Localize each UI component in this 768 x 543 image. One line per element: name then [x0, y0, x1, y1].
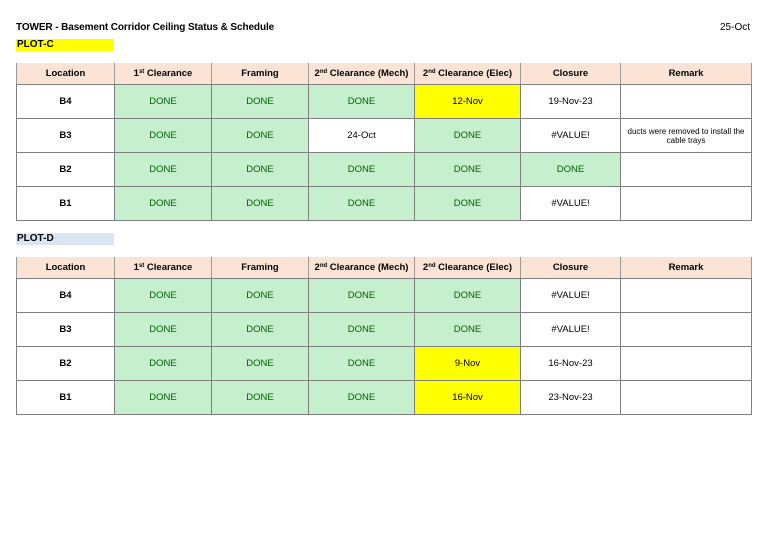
- status-cell: DONE: [309, 279, 415, 313]
- location-cell: B2: [17, 347, 115, 381]
- header-remark: Remark: [621, 257, 752, 279]
- status-cell: DONE: [115, 279, 212, 313]
- status-cell: DONE: [309, 85, 415, 119]
- table-row: [17, 279, 752, 313]
- status-cell: DONE: [212, 381, 309, 415]
- table-row: [17, 313, 752, 347]
- status-cell: DONE: [212, 85, 309, 119]
- header-remark: Remark: [621, 63, 752, 85]
- table-row: [17, 187, 752, 221]
- scheduled-date-cell: 9-Nov: [415, 347, 521, 381]
- status-cell: DONE: [415, 187, 521, 221]
- table-header-row: [17, 63, 752, 85]
- status-cell: DONE: [212, 187, 309, 221]
- location-cell: B3: [17, 313, 115, 347]
- remark-cell: ducts were removed to install the cable trays: [621, 119, 752, 153]
- table-row: [17, 85, 752, 119]
- header-second-clearance-elec: 2nd Clearance (Elec): [415, 63, 521, 85]
- status-cell: DONE: [415, 153, 521, 187]
- status-cell: DONE: [212, 153, 309, 187]
- status-cell: DONE: [309, 153, 415, 187]
- location-cell: B3: [17, 119, 115, 153]
- scheduled-date-cell: 24-Oct: [309, 119, 415, 153]
- remark-cell: [621, 187, 752, 221]
- status-cell: DONE: [212, 347, 309, 381]
- table-row: [17, 381, 752, 415]
- closure-cell: 23-Nov-23: [521, 381, 621, 415]
- remark-cell: [621, 347, 752, 381]
- status-cell: DONE: [115, 187, 212, 221]
- status-cell: DONE: [115, 85, 212, 119]
- table-row: [17, 119, 752, 153]
- header-second-clearance-elec: 2nd Clearance (Elec): [415, 257, 521, 279]
- status-cell: DONE: [212, 279, 309, 313]
- status-cell: DONE: [415, 279, 521, 313]
- closure-cell: #VALUE!: [521, 279, 621, 313]
- remark-cell: [621, 279, 752, 313]
- location-cell: B2: [17, 153, 115, 187]
- status-cell: DONE: [115, 313, 212, 347]
- remark-cell: [621, 381, 752, 415]
- status-cell: DONE: [309, 381, 415, 415]
- remark-cell: [621, 85, 752, 119]
- status-cell: DONE: [415, 119, 521, 153]
- status-cell: DONE: [212, 119, 309, 153]
- header-closure: Closure: [521, 63, 621, 85]
- header-location: Location: [17, 257, 115, 279]
- header-framing: Framing: [212, 257, 309, 279]
- plot-c-table: [16, 63, 752, 221]
- scheduled-date-cell: 16-Nov: [415, 381, 521, 415]
- status-cell: DONE: [415, 313, 521, 347]
- header-framing: Framing: [212, 63, 309, 85]
- location-cell: B4: [17, 279, 115, 313]
- plot-d-label: PLOT-D: [16, 233, 114, 245]
- header-first-clearance: 1st Clearance: [115, 63, 212, 85]
- document-date: 25-Oct: [719, 22, 750, 33]
- header-second-clearance-mech: 2nd Clearance (Mech): [309, 257, 415, 279]
- plot-d-table: [16, 257, 752, 415]
- location-cell: B1: [17, 187, 115, 221]
- table-header-row: [17, 257, 752, 279]
- header-first-clearance: 1st Clearance: [115, 257, 212, 279]
- status-cell: DONE: [115, 381, 212, 415]
- closure-cell: #VALUE!: [521, 187, 621, 221]
- header-location: Location: [17, 63, 115, 85]
- remark-cell: [621, 153, 752, 187]
- status-cell: DONE: [212, 313, 309, 347]
- status-cell: DONE: [309, 347, 415, 381]
- closure-cell: 19-Nov-23: [521, 85, 621, 119]
- status-cell: DONE: [115, 119, 212, 153]
- closure-cell: #VALUE!: [521, 313, 621, 347]
- header-closure: Closure: [521, 257, 621, 279]
- status-cell: DONE: [309, 187, 415, 221]
- location-cell: B1: [17, 381, 115, 415]
- location-cell: B4: [17, 85, 115, 119]
- closure-cell: #VALUE!: [521, 119, 621, 153]
- document-title: TOWER - Basement Corridor Ceiling Status & Schedule: [16, 22, 275, 33]
- status-cell: DONE: [309, 313, 415, 347]
- closure-cell: DONE: [521, 153, 621, 187]
- plot-c-label: PLOT-C: [16, 39, 114, 51]
- scheduled-date-cell: 12-Nov: [415, 85, 521, 119]
- remark-cell: [621, 313, 752, 347]
- status-cell: DONE: [115, 347, 212, 381]
- header-second-clearance-mech: 2nd Clearance (Mech): [309, 63, 415, 85]
- closure-cell: 16-Nov-23: [521, 347, 621, 381]
- table-row: [17, 153, 752, 187]
- status-cell: DONE: [115, 153, 212, 187]
- table-row: [17, 347, 752, 381]
